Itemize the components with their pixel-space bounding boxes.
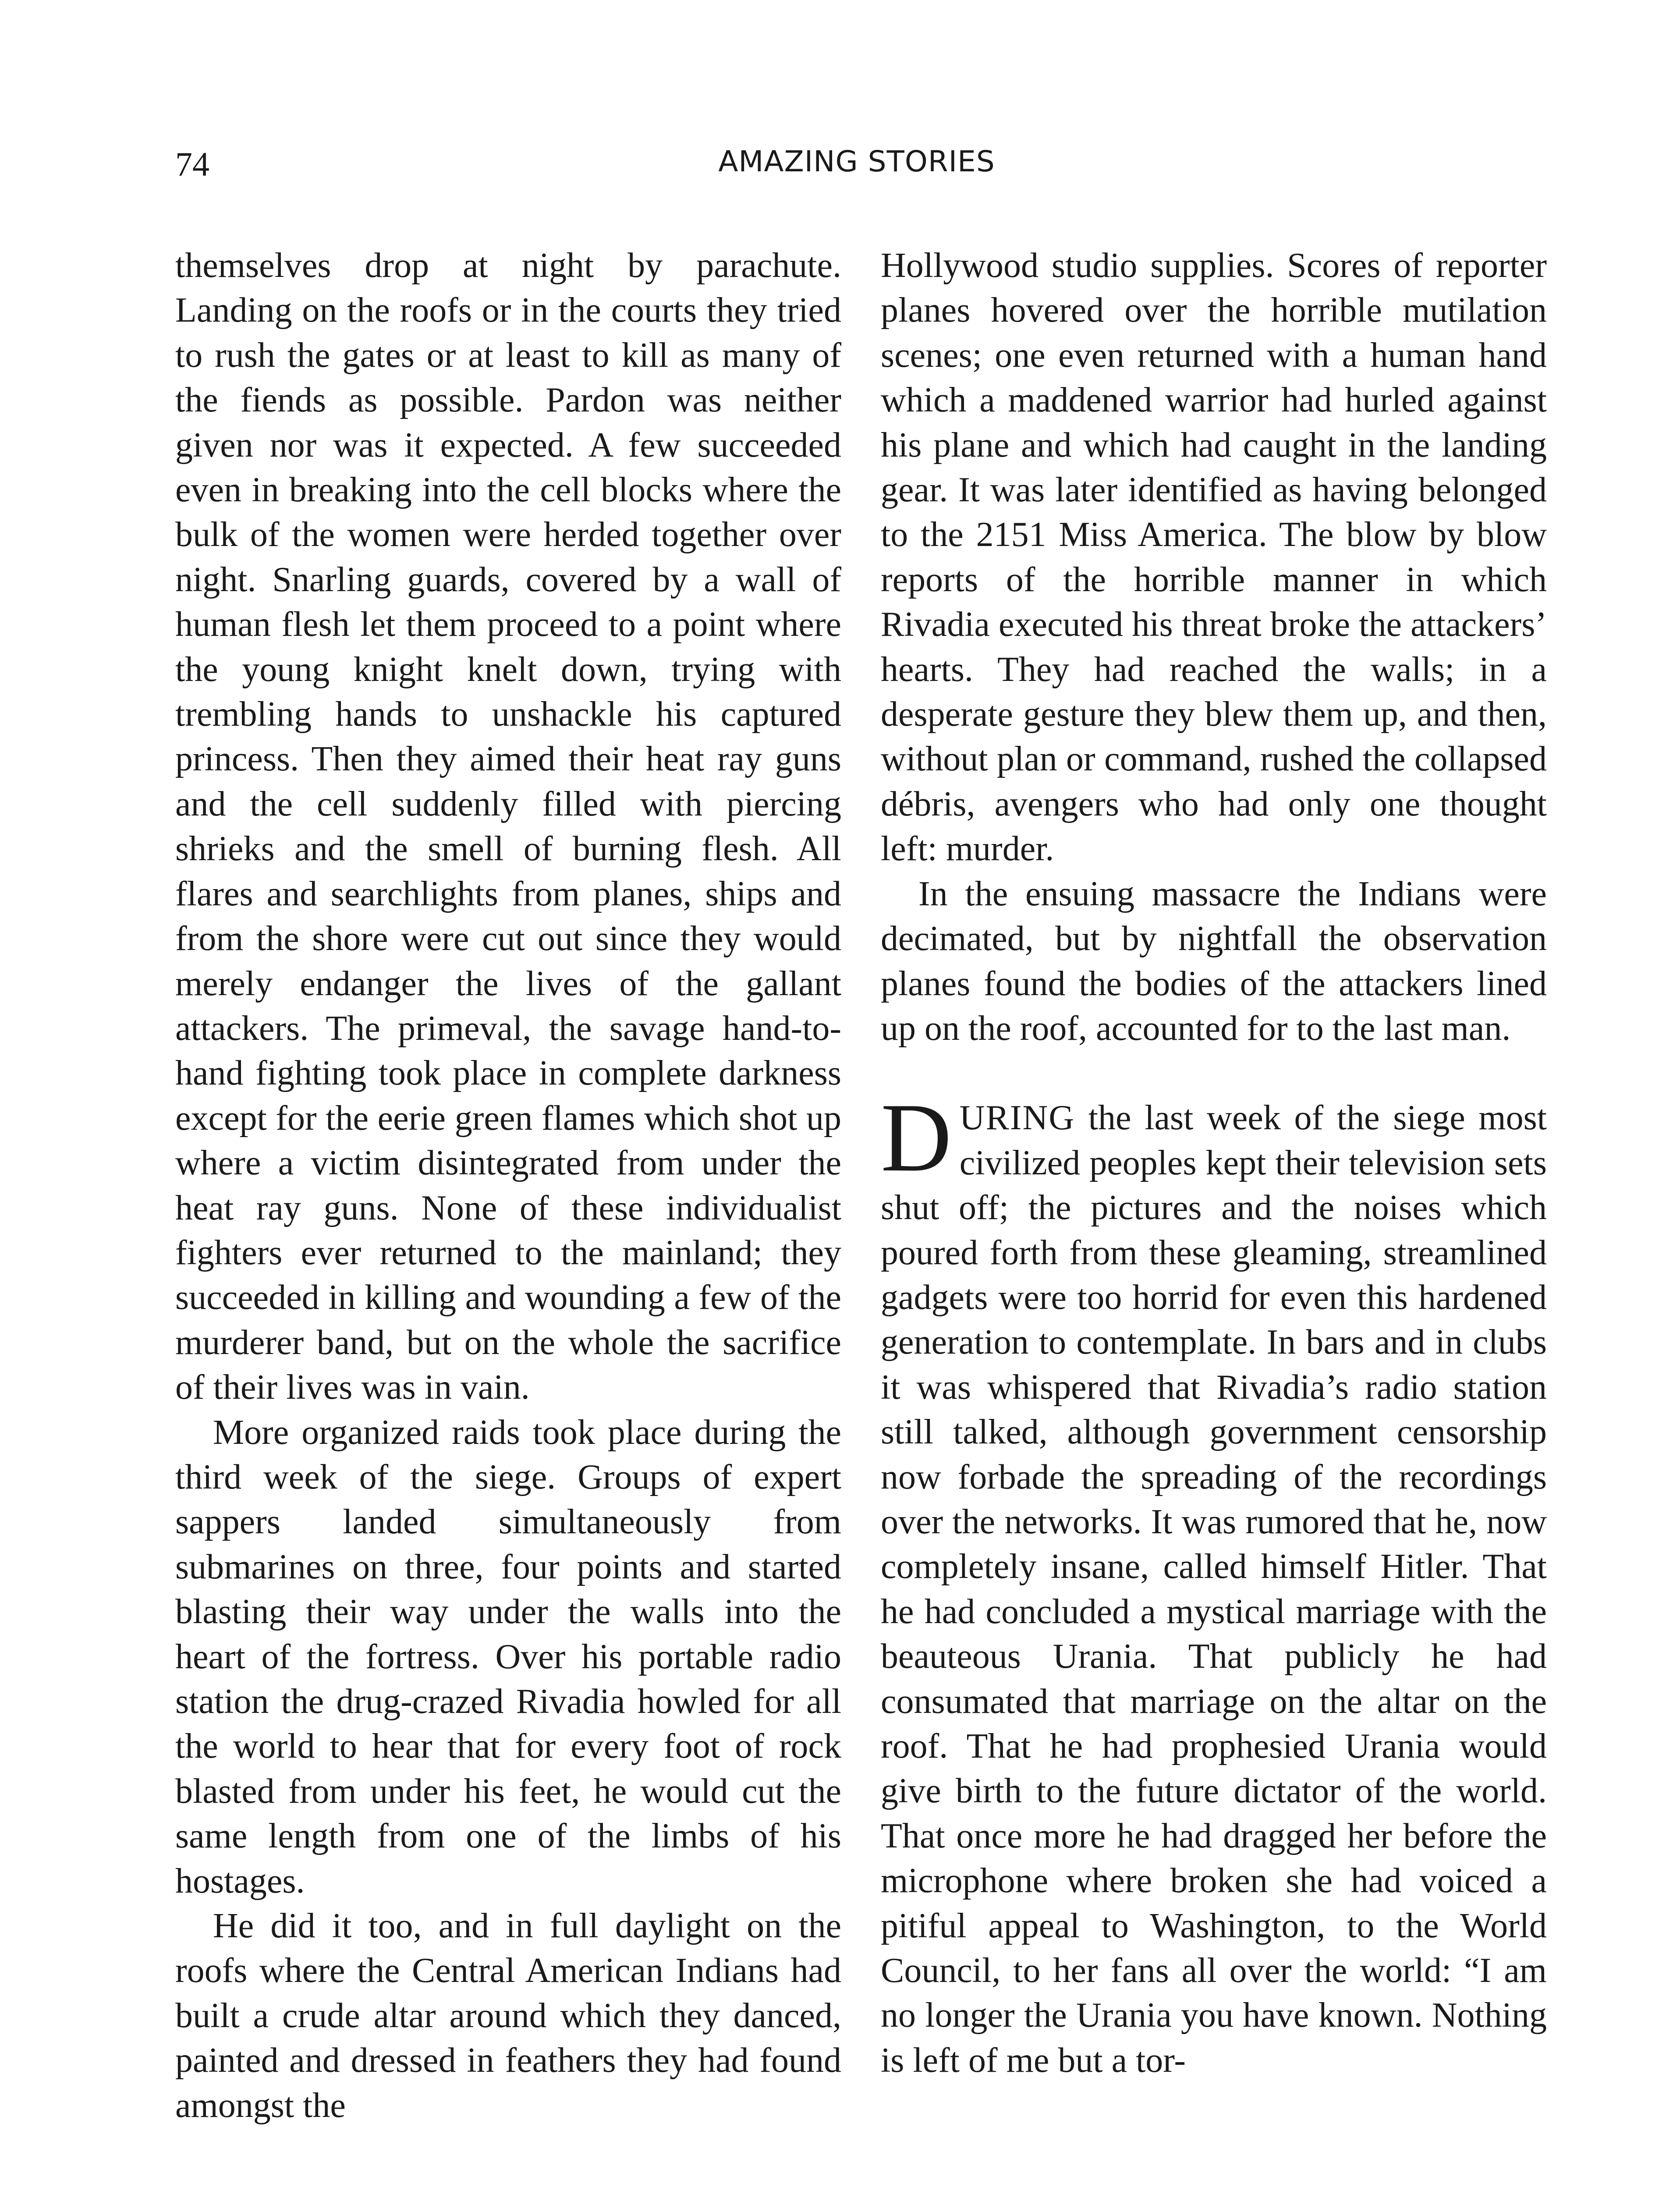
right-column (881, 243, 1547, 2083)
paragraph: He did it too, and in full daylight on the roofs where the Central American Indians had built a crude altar around which they danced, painted and dressed in feathers they had found amongst the (175, 1907, 841, 2125)
drop-cap: D (881, 1083, 952, 1192)
paragraph: In the ensuing massacre the Indians were decimated, but by nightfall the observation planes found the bodies of the attackers lined up on the roof, accounted for to the last man. (881, 874, 1547, 1048)
lead-in-caps: URING (959, 1099, 1075, 1138)
paragraph: themselves drop at night by parachute. Landing on the roofs or in the courts they tried to rush the gates or at least to kill as many of the fiends as possible. Pardon was neither given nor was it expected. A few succeeded even in breaking into the cell blocks where the bulk of the women were herded together over night. Snarling guards, covered by a wall of human flesh let them proceed to a point where the young knight knelt down, trying with trembling hands to unshackle his captured princess. Then they aimed their heat ray guns and the cell suddenly filled with piercing shrieks and the smell of burning flesh. All flares and searchlights from planes, ships and from the shore were cut out since they would merely endanger the lives of the gallant attackers. The primeval, the savage hand-to-hand fighting took place in complete darkness except for the eerie green flames which shot up where a victim disintegrated from under the heat ray guns. None of these individualist fighters ever returned to the mainland; they succeeded in killing and wounding a few of the murderer band, but on the whole the sacrifice of their lives was in vain. (175, 246, 841, 1407)
paragraph-text: the last week of the siege most civilized peoples kept their television sets shut off; the pictures and the noises which poured forth from these gleaming, streamlined gadgets were too horrid for even this hardened generation to contemplate. In bars and in clubs it was whispered that Rivadia’s radio station still talked, although government censorship now forbade the spreading of the recordings over the networks. It was rumored that he, now completely insane, called himself Hitler. That he had concluded a mystical marriage with the beauteous Urania. That publicly he had consumated that marriage on the altar on the roof. That he had prophesied Urania would give birth to the future dictator of the world. That once more he had dragged her before the microphone where broken she had voiced a pitiful appeal to Washington, to the World Council, to her fans all over the world: “I am no longer the Urania you have known. Nothing is left of me but a tor- (881, 1099, 1547, 2080)
section-break (881, 1051, 1547, 1096)
dropcap-paragraph (881, 1083, 1547, 2083)
running-title: AMAZING STORIES (718, 145, 995, 178)
page-number: 74 (175, 145, 209, 183)
left-column (175, 243, 841, 2128)
page-header (175, 145, 1538, 193)
paragraph: Hollywood studio supplies. Scores of reporter planes hovered over the horrible mutilation scenes; one even returned with a human hand which a maddened warrior had hurled against his plane and which had caught in the landing gear. It was later identified as having belonged to the 2151 Miss America. The blow by blow reports of the horrible manner in which Rivadia executed his threat broke the attackers’ hearts. They had reached the walls; in a desperate gesture they blew them up, and then, without plan or command, rushed the collapsed débris, avengers who had only one thought left: murder. (881, 246, 1547, 869)
paragraph: More organized raids took place during the third week of the siege. Groups of expert sappers landed simultaneously from submarines on three, four points and started blasting their way under the walls into the heart of the fortress. Over his portable radio station the drug-crazed Rivadia howled for all the world to hear that for every foot of rock blasted from under his feet, he would cut the same length from one of the limbs of his hostages. (175, 1413, 841, 1900)
